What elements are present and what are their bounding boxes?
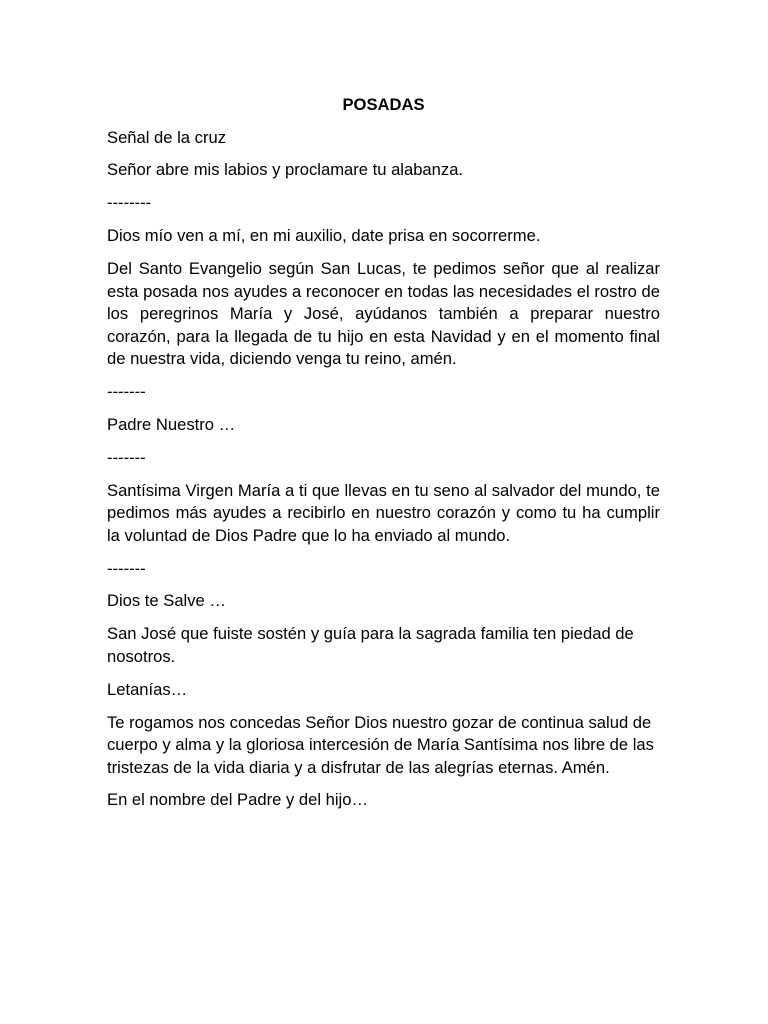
paragraph-saint-joseph: San José que fuiste sostén y guía para la sagrada familia ten piedad de nosotros.	[107, 624, 634, 666]
paragraph-closing-sign: En el nombre del Padre y del hijo…	[107, 790, 369, 810]
paragraph-final-prayer: Te rogamos nos concedas Señor Dios nuestro gozar de continua salud de cuerpo y alma y la gloriosa intercesión de María Santísima nos libre de las tristezas de la vida diaria y a disfrutar de las alegrías eternas. Amén.	[107, 712, 654, 777]
paragraph-sign-of-cross: Señal de la cruz	[107, 127, 226, 147]
separator-line: -------	[107, 558, 146, 578]
separator-line: -------	[107, 447, 146, 467]
paragraph-gospel-luke: Del Santo Evangelio según San Lucas, te pedimos señor que al realizar esta posada nos ayudes a reconocer en todas las necesidades el rostro de los peregrinos María y José, ayúdanos también a preparar nuestro corazón, para la llegada de tu hijo en esta Navidad y en el momento final de nuestra vida, diciendo venga tu reino, amén.	[107, 259, 660, 369]
paragraph-open-my-lips: Señor abre mis labios y proclamare tu alabanza.	[107, 160, 464, 180]
paragraph-litanies: Letanías…	[107, 679, 188, 699]
paragraph-our-father: Padre Nuestro …	[107, 414, 236, 434]
document-title: POSADAS	[342, 95, 425, 114]
paragraph-come-to-me: Dios mío ven a mí, en mi auxilio, date prisa en socorrerme.	[107, 226, 541, 246]
separator-line: -------	[107, 381, 146, 401]
document-page	[107, 94, 660, 822]
separator-line: --------	[107, 193, 152, 213]
paragraph-hail-mary: Dios te Salve …	[107, 591, 226, 611]
paragraph-virgin-mary: Santísima Virgen María a ti que llevas en tu seno al salvador del mundo, te pedimos más ayudes a recibirlo en nuestro corazón y como tu ha cumplir la voluntad de Dios Padre que lo ha enviado al mundo.	[107, 480, 660, 545]
